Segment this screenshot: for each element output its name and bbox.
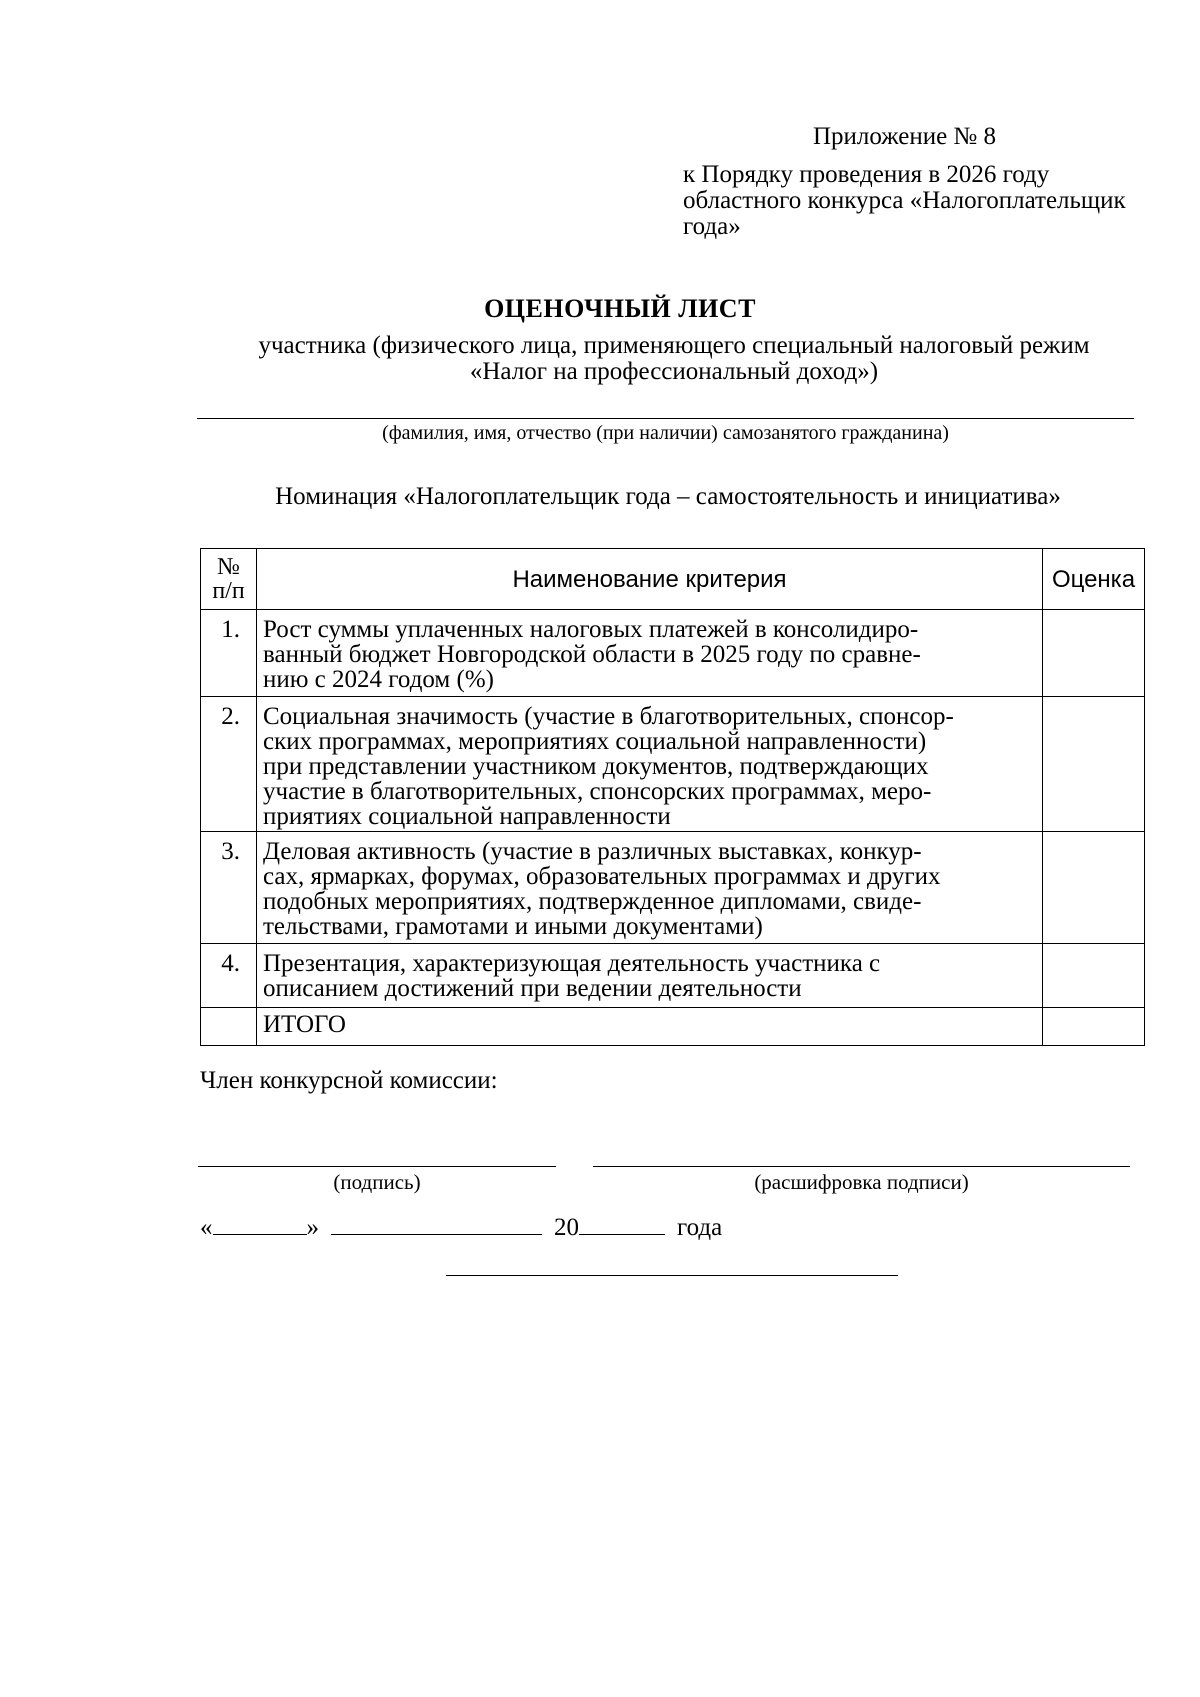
criterion-line: описанием достижений при ведении деятельности bbox=[263, 975, 802, 1002]
document-subtitle bbox=[200, 333, 1148, 385]
signature-caption: (подпись) bbox=[333, 1170, 421, 1194]
date-open-quote: « bbox=[200, 1214, 213, 1241]
appendix-reference-line: года» bbox=[683, 213, 741, 240]
appendix-reference-line: областного конкурса «Налогоплательщик bbox=[683, 187, 1126, 214]
participant-name-line[interactable] bbox=[197, 418, 1134, 419]
criterion-line: сах, ярмарках, форумах, образовательных программах и других bbox=[263, 863, 941, 890]
row-number: 4. bbox=[201, 944, 257, 1008]
total-row bbox=[201, 1008, 1145, 1046]
date-century: 20 bbox=[554, 1214, 579, 1241]
criterion-line: ванный бюджет Новгородской области в 2025 году по сравне- bbox=[263, 641, 921, 668]
column-header-criterion: Наименование критерия bbox=[257, 549, 1043, 610]
criterion-line: приятиях социальной направленности bbox=[263, 803, 671, 830]
criterion-line: нию с 2024 годом (%) bbox=[263, 666, 494, 693]
criteria-table bbox=[200, 548, 1145, 1046]
subtitle-line: «Налог на профессиональный доход») bbox=[469, 358, 879, 385]
table-row bbox=[201, 832, 1145, 944]
date-year-blank[interactable] bbox=[579, 1212, 665, 1235]
criterion-name bbox=[257, 944, 1043, 1008]
commission-member-label: Член конкурсной комиссии: bbox=[200, 1067, 498, 1094]
total-label: ИТОГО bbox=[257, 1008, 1043, 1046]
column-header-score: Оценка bbox=[1043, 549, 1145, 610]
participant-name-caption: (фамилия, имя, отчество (при наличии) самозанятого гражданина) bbox=[382, 422, 949, 444]
number-sign: № bbox=[217, 554, 240, 580]
date-line bbox=[200, 1212, 722, 1242]
criterion-line: участие в благотворительных, спонсорских программах, меро- bbox=[263, 778, 932, 805]
table-row bbox=[201, 610, 1145, 697]
table-row bbox=[201, 944, 1145, 1008]
score-cell[interactable] bbox=[1043, 944, 1145, 1008]
document-title: ОЦЕНОЧНЫЙ ЛИСТ bbox=[484, 294, 756, 323]
nomination: Номинация «Налогоплательщик года – самостоятельность и инициатива» bbox=[275, 483, 1061, 510]
criterion-line: Деловая активность (участие в различных выставках, конкур- bbox=[263, 838, 922, 865]
date-month-blank[interactable] bbox=[331, 1212, 542, 1235]
criterion-line: тельствами, грамотами и иными документами) bbox=[263, 913, 763, 940]
criterion-name bbox=[257, 832, 1043, 944]
score-cell[interactable] bbox=[1043, 832, 1145, 944]
appendix-reference-line: к Порядку проведения в 2026 году bbox=[683, 161, 1050, 188]
criterion-line: при представлении участником документов, подтверждающих bbox=[263, 753, 929, 780]
date-suffix: года bbox=[677, 1214, 723, 1241]
signature-decoding-line[interactable] bbox=[593, 1166, 1130, 1167]
date-day-blank[interactable] bbox=[213, 1212, 307, 1235]
score-cell[interactable] bbox=[1043, 610, 1145, 697]
score-cell[interactable] bbox=[1043, 697, 1145, 832]
appendix-number: Приложение № 8 bbox=[813, 123, 997, 150]
criterion-line: ских программах, мероприятиях социальной направленности) bbox=[263, 728, 927, 755]
criterion-line: Рост суммы уплаченных налоговых платежей в консолидиро- bbox=[263, 616, 919, 643]
row-number: 2. bbox=[201, 697, 257, 832]
number-abbrev: п/п bbox=[212, 578, 245, 604]
criterion-name bbox=[257, 697, 1043, 832]
total-score-cell[interactable] bbox=[1043, 1008, 1145, 1046]
date-close-quote: » bbox=[306, 1214, 319, 1241]
bottom-separator-line bbox=[446, 1275, 898, 1276]
criterion-line: Социальная значимость (участие в благотворительных, спонсор- bbox=[263, 703, 954, 730]
criterion-name bbox=[257, 610, 1043, 697]
table-header-row bbox=[201, 549, 1145, 610]
table-row bbox=[201, 697, 1145, 832]
criterion-line: Презентация, характеризующая деятельность участника с bbox=[263, 950, 881, 977]
signature-decoding-caption: (расшифровка подписи) bbox=[754, 1170, 969, 1194]
row-number: 1. bbox=[201, 610, 257, 697]
appendix-reference bbox=[683, 162, 1126, 240]
criterion-line: подобных мероприятиях, подтвержденное дипломами, свиде- bbox=[263, 888, 922, 915]
column-header-number bbox=[201, 549, 257, 610]
subtitle-line: участника (физического лица, применяющего специальный налоговый режим bbox=[258, 332, 1090, 359]
signature-line[interactable] bbox=[198, 1166, 556, 1167]
total-number-cell bbox=[201, 1008, 257, 1046]
row-number: 3. bbox=[201, 832, 257, 944]
